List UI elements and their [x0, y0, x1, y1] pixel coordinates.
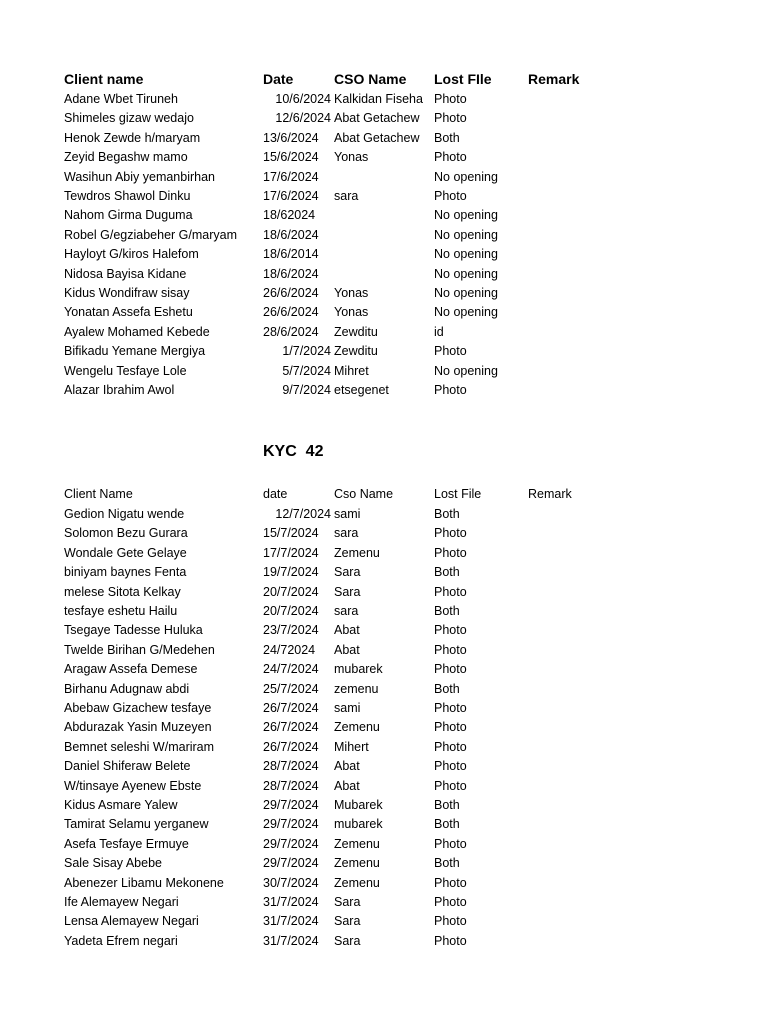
- cso-name-cell: Abat: [334, 778, 360, 793]
- date-cell: 23/7/2024: [263, 623, 319, 638]
- lost-file-cell: Photo: [434, 720, 467, 735]
- lost-file-cell: Both: [434, 681, 460, 696]
- lost-file-cell: Photo: [434, 111, 467, 126]
- lost-file-cell: Photo: [434, 150, 467, 165]
- lost-file-cell: Both: [434, 817, 460, 832]
- lost-file-cell: No opening: [434, 266, 498, 281]
- client-name-cell: Wengelu Tesfaye Lole: [64, 363, 187, 378]
- lost-file-cell: Photo: [434, 662, 467, 677]
- table-row: [0, 381, 768, 400]
- lost-file-cell: Both: [434, 565, 460, 580]
- date-cell: 18/6/2024: [263, 227, 319, 242]
- table-row: [0, 206, 768, 225]
- cso-name-cell: Zemenu: [334, 836, 380, 851]
- cso-name-cell: Abat: [334, 623, 360, 638]
- client-name-cell: Lensa Alemayew Negari: [64, 914, 199, 929]
- table-row: [0, 362, 768, 381]
- client-name-cell: Kidus Wondifraw sisay: [64, 286, 190, 300]
- cso-name-cell: Zemenu: [334, 856, 380, 871]
- lost-file-cell: No opening: [434, 247, 498, 262]
- client-name-cell: Yadeta Efrem negari: [64, 933, 178, 948]
- lost-file-cell: Photo: [434, 875, 467, 890]
- lost-file-cell: Photo: [434, 701, 467, 715]
- cso-name-cell: Sara: [334, 895, 361, 909]
- client-name-cell: melese Sitota Kelkay: [64, 584, 181, 599]
- table-row: [0, 226, 768, 245]
- client-name-cell: Twelde Birihan G/Medehen: [64, 642, 215, 657]
- table-row: [0, 815, 768, 834]
- client-name-cell: W/tinsaye Ayenew Ebste: [64, 778, 202, 793]
- client-name-cell: tesfaye eshetu Hailu: [64, 604, 178, 618]
- table-row: [0, 583, 768, 602]
- table-row: [0, 718, 768, 737]
- table-row: [0, 90, 768, 109]
- date-cell: 10/6/2024: [275, 92, 331, 106]
- cso-name-cell: Zewditu: [334, 324, 378, 339]
- client-name-cell: Solomon Bezu Gurara: [64, 526, 188, 541]
- table-row: [0, 342, 768, 361]
- table-row: [0, 777, 768, 796]
- date-cell: 26/7/2024: [263, 701, 319, 715]
- date-cell: 26/6/2024: [263, 305, 319, 320]
- date-cell: 17/6/2024: [263, 189, 319, 203]
- lost-file-cell: Both: [434, 604, 460, 618]
- table-row: [0, 563, 768, 582]
- lost-file-cell: No opening: [434, 227, 498, 242]
- lost-file-cell: Photo: [434, 739, 467, 754]
- table-row: [0, 854, 768, 873]
- cso-name-cell: Abat: [334, 759, 360, 774]
- cso-name-cell: Yonas: [334, 286, 369, 300]
- client-name-cell: Kidus Asmare Yalew: [64, 798, 178, 812]
- header-date: Date: [263, 71, 294, 87]
- date-cell: 26/7/2024: [263, 720, 319, 735]
- cso-name-cell: Sara: [334, 565, 361, 580]
- date-cell: 29/7/2024: [263, 817, 319, 832]
- cso-name-cell: Zemenu: [334, 545, 380, 560]
- table-row: [0, 602, 768, 621]
- table-row: [0, 187, 768, 206]
- client-name-cell: Nidosa Bayisa Kidane: [64, 266, 187, 281]
- table-row: [0, 893, 768, 912]
- date-cell: 12/7/2024: [275, 507, 331, 521]
- lost-file-cell: Both: [434, 856, 460, 871]
- cso-name-cell: Yonas: [334, 150, 369, 165]
- lost-file-cell: Photo: [434, 836, 467, 851]
- header-cso-name: Cso Name: [334, 487, 394, 501]
- lost-file-cell: Photo: [434, 623, 467, 638]
- table-row: [0, 524, 768, 543]
- lost-file-cell: Both: [434, 507, 460, 521]
- lost-file-cell: Photo: [434, 189, 467, 203]
- table-row: [0, 544, 768, 563]
- client-name-cell: Abdurazak Yasin Muzeyen: [64, 720, 212, 735]
- date-cell: 24/72024: [263, 642, 316, 657]
- date-cell: 29/7/2024: [263, 798, 319, 812]
- lost-file-cell: No opening: [434, 305, 498, 320]
- lost-file-cell: Photo: [434, 642, 467, 657]
- client-name-cell: Abebaw Gizachew tesfaye: [64, 701, 212, 715]
- table-row: [0, 660, 768, 679]
- table-row: [0, 148, 768, 167]
- date-cell: 26/6/2024: [263, 286, 319, 300]
- client-name-cell: Birhanu Adugnaw abdi: [64, 681, 190, 696]
- lost-file-cell: No opening: [434, 286, 498, 300]
- table-row: [0, 129, 768, 148]
- client-name-cell: Sale Sisay Abebe: [64, 856, 162, 871]
- cso-name-cell: Zemenu: [334, 875, 380, 890]
- cso-name-cell: Mihert: [334, 739, 369, 754]
- lost-file-cell: Photo: [434, 914, 467, 929]
- table-row: [0, 265, 768, 284]
- date-cell: 28/7/2024: [263, 778, 319, 793]
- date-cell: 30/7/2024: [263, 875, 319, 890]
- client-name-cell: Hayloyt G/kiros Halefom: [64, 247, 199, 262]
- cso-name-cell: sara: [334, 526, 359, 541]
- header-client-name: Client name: [64, 71, 144, 87]
- lost-file-cell: Both: [434, 130, 460, 145]
- lost-file-cell: Photo: [434, 584, 467, 599]
- cso-name-cell: Mubarek: [334, 798, 383, 812]
- header-cso-name: CSO Name: [334, 71, 407, 87]
- table-row: [0, 245, 768, 264]
- cso-name-cell: Abat Getachew: [334, 130, 420, 145]
- table-row: [0, 621, 768, 640]
- table-row: [0, 168, 768, 187]
- client-name-cell: Abenezer Libamu Mekonene: [64, 875, 224, 890]
- date-cell: 29/7/2024: [263, 836, 319, 851]
- header-remark: Remark: [528, 487, 572, 501]
- table-row: [0, 738, 768, 757]
- lost-file-cell: Both: [434, 798, 460, 812]
- table-row: [0, 874, 768, 893]
- table-row: [0, 796, 768, 815]
- date-cell: 17/7/2024: [263, 545, 319, 560]
- lost-file-cell: Photo: [434, 344, 467, 359]
- client-name-cell: Daniel Shiferaw Belete: [64, 759, 191, 774]
- date-cell: 19/7/2024: [263, 565, 319, 580]
- date-cell: 31/7/2024: [263, 933, 319, 948]
- date-cell: 5/7/2024: [282, 363, 331, 378]
- lost-file-cell: Photo: [434, 759, 467, 774]
- client-name-cell: Asefa Tesfaye Ermuye: [64, 836, 189, 851]
- client-name-cell: Bifikadu Yemane Mergiya: [64, 344, 206, 359]
- date-cell: 15/7/2024: [263, 526, 319, 541]
- lost-file-cell: No opening: [434, 363, 498, 378]
- date-cell: 18/62024: [263, 208, 316, 223]
- table-row: [0, 641, 768, 660]
- date-cell: 20/7/2024: [263, 584, 319, 599]
- date-cell: 24/7/2024: [263, 662, 319, 677]
- cso-name-cell: Abat: [334, 642, 360, 657]
- client-name-cell: Wondale Gete Gelaye: [64, 545, 187, 560]
- lost-file-cell: Photo: [434, 933, 467, 948]
- client-name-cell: Nahom Girma Duguma: [64, 208, 193, 223]
- client-name-cell: Shimeles gizaw wedajo: [64, 111, 194, 126]
- date-cell: 18/6/2014: [263, 247, 319, 262]
- date-cell: 15/6/2024: [263, 150, 319, 165]
- header-remark: Remark: [528, 71, 580, 87]
- cso-name-cell: sami: [334, 701, 361, 715]
- lost-file-cell: Photo: [434, 545, 467, 560]
- date-cell: 29/7/2024: [263, 856, 319, 871]
- client-name-cell: Adane Wbet Tiruneh: [64, 92, 178, 106]
- date-cell: 25/7/2024: [263, 681, 319, 696]
- cso-name-cell: mubarek: [334, 662, 383, 677]
- client-name-cell: Ayalew Mohamed Kebede: [64, 324, 210, 339]
- lost-file-cell: Photo: [434, 895, 467, 909]
- client-name-cell: Tewdros Shawol Dinku: [64, 189, 191, 203]
- cso-name-cell: sara: [334, 604, 359, 618]
- date-cell: 12/6/2024: [275, 111, 331, 126]
- cso-name-cell: zemenu: [334, 681, 379, 696]
- table-row: [0, 680, 768, 699]
- table-row: [0, 109, 768, 128]
- date-cell: 20/7/2024: [263, 604, 319, 618]
- date-cell: 17/6/2024: [263, 169, 319, 184]
- date-cell: 1/7/2024: [282, 344, 331, 359]
- client-name-cell: Tamirat Selamu yerganew: [64, 817, 209, 832]
- table-row: [0, 303, 768, 322]
- cso-name-cell: Zewditu: [334, 344, 378, 359]
- table-row: [0, 932, 768, 951]
- date-cell: 28/6/2024: [263, 324, 319, 339]
- client-name-cell: Bemnet seleshi W/mariram: [64, 739, 215, 754]
- date-cell: 31/7/2024: [263, 914, 319, 929]
- table-row: [0, 505, 768, 524]
- cso-name-cell: Sara: [334, 584, 361, 599]
- cso-name-cell: sara: [334, 189, 359, 203]
- lost-file-cell: Photo: [434, 383, 467, 397]
- cso-name-cell: Yonas: [334, 305, 369, 320]
- header-date: date: [263, 487, 288, 501]
- date-cell: 13/6/2024: [263, 130, 319, 145]
- header-lost-file: Lost FIle: [434, 71, 492, 87]
- date-cell: 28/7/2024: [263, 759, 319, 774]
- client-name-cell: Robel G/egziabeher G/maryam: [64, 227, 237, 242]
- client-name-cell: Yonatan Assefa Eshetu: [64, 305, 193, 320]
- client-name-cell: Wasihun Abiy yemanbirhan: [64, 169, 216, 184]
- client-name-cell: Ife Alemayew Negari: [64, 895, 179, 909]
- table-row: [0, 912, 768, 931]
- table-row: [0, 835, 768, 854]
- cso-name-cell: Sara: [334, 914, 361, 929]
- lost-file-cell: Photo: [434, 92, 467, 106]
- lost-file-cell: No opening: [434, 208, 498, 223]
- date-cell: 31/7/2024: [263, 895, 319, 909]
- client-name-cell: biniyam baynes Fenta: [64, 565, 187, 580]
- table1-header-row: [0, 70, 768, 89]
- date-cell: 18/6/2024: [263, 266, 319, 281]
- client-name-cell: Henok Zewde h/maryam: [64, 130, 201, 145]
- lost-file-cell: id: [434, 324, 444, 339]
- date-cell: 26/7/2024: [263, 739, 319, 754]
- header-lost-file: Lost File: [434, 487, 482, 501]
- client-name-cell: Gedion Nigatu wende: [64, 507, 185, 521]
- cso-name-cell: Kalkidan Fiseha: [334, 92, 423, 106]
- lost-file-cell: Photo: [434, 778, 467, 793]
- kyc-section-title: KYC 42: [263, 443, 324, 460]
- lost-file-cell: No opening: [434, 169, 498, 184]
- header-client-name: Client Name: [64, 487, 133, 501]
- table-row: [0, 757, 768, 776]
- client-name-cell: Tsegaye Tadesse Huluka: [64, 623, 203, 638]
- client-name-cell: Aragaw Assefa Demese: [64, 662, 198, 677]
- table-row: [0, 284, 768, 303]
- cso-name-cell: Sara: [334, 933, 361, 948]
- cso-name-cell: mubarek: [334, 817, 383, 832]
- cso-name-cell: etsegenet: [334, 383, 389, 397]
- table2-header-row: [0, 485, 768, 504]
- cso-name-cell: Mihret: [334, 363, 369, 378]
- client-name-cell: Alazar Ibrahim Awol: [64, 383, 175, 397]
- table-row: [0, 323, 768, 342]
- cso-name-cell: sami: [334, 507, 361, 521]
- date-cell: 9/7/2024: [282, 383, 331, 397]
- client-name-cell: Zeyid Begashw mamo: [64, 150, 188, 165]
- cso-name-cell: Abat Getachew: [334, 111, 420, 126]
- cso-name-cell: Zemenu: [334, 720, 380, 735]
- lost-file-cell: Photo: [434, 526, 467, 541]
- table-row: [0, 699, 768, 718]
